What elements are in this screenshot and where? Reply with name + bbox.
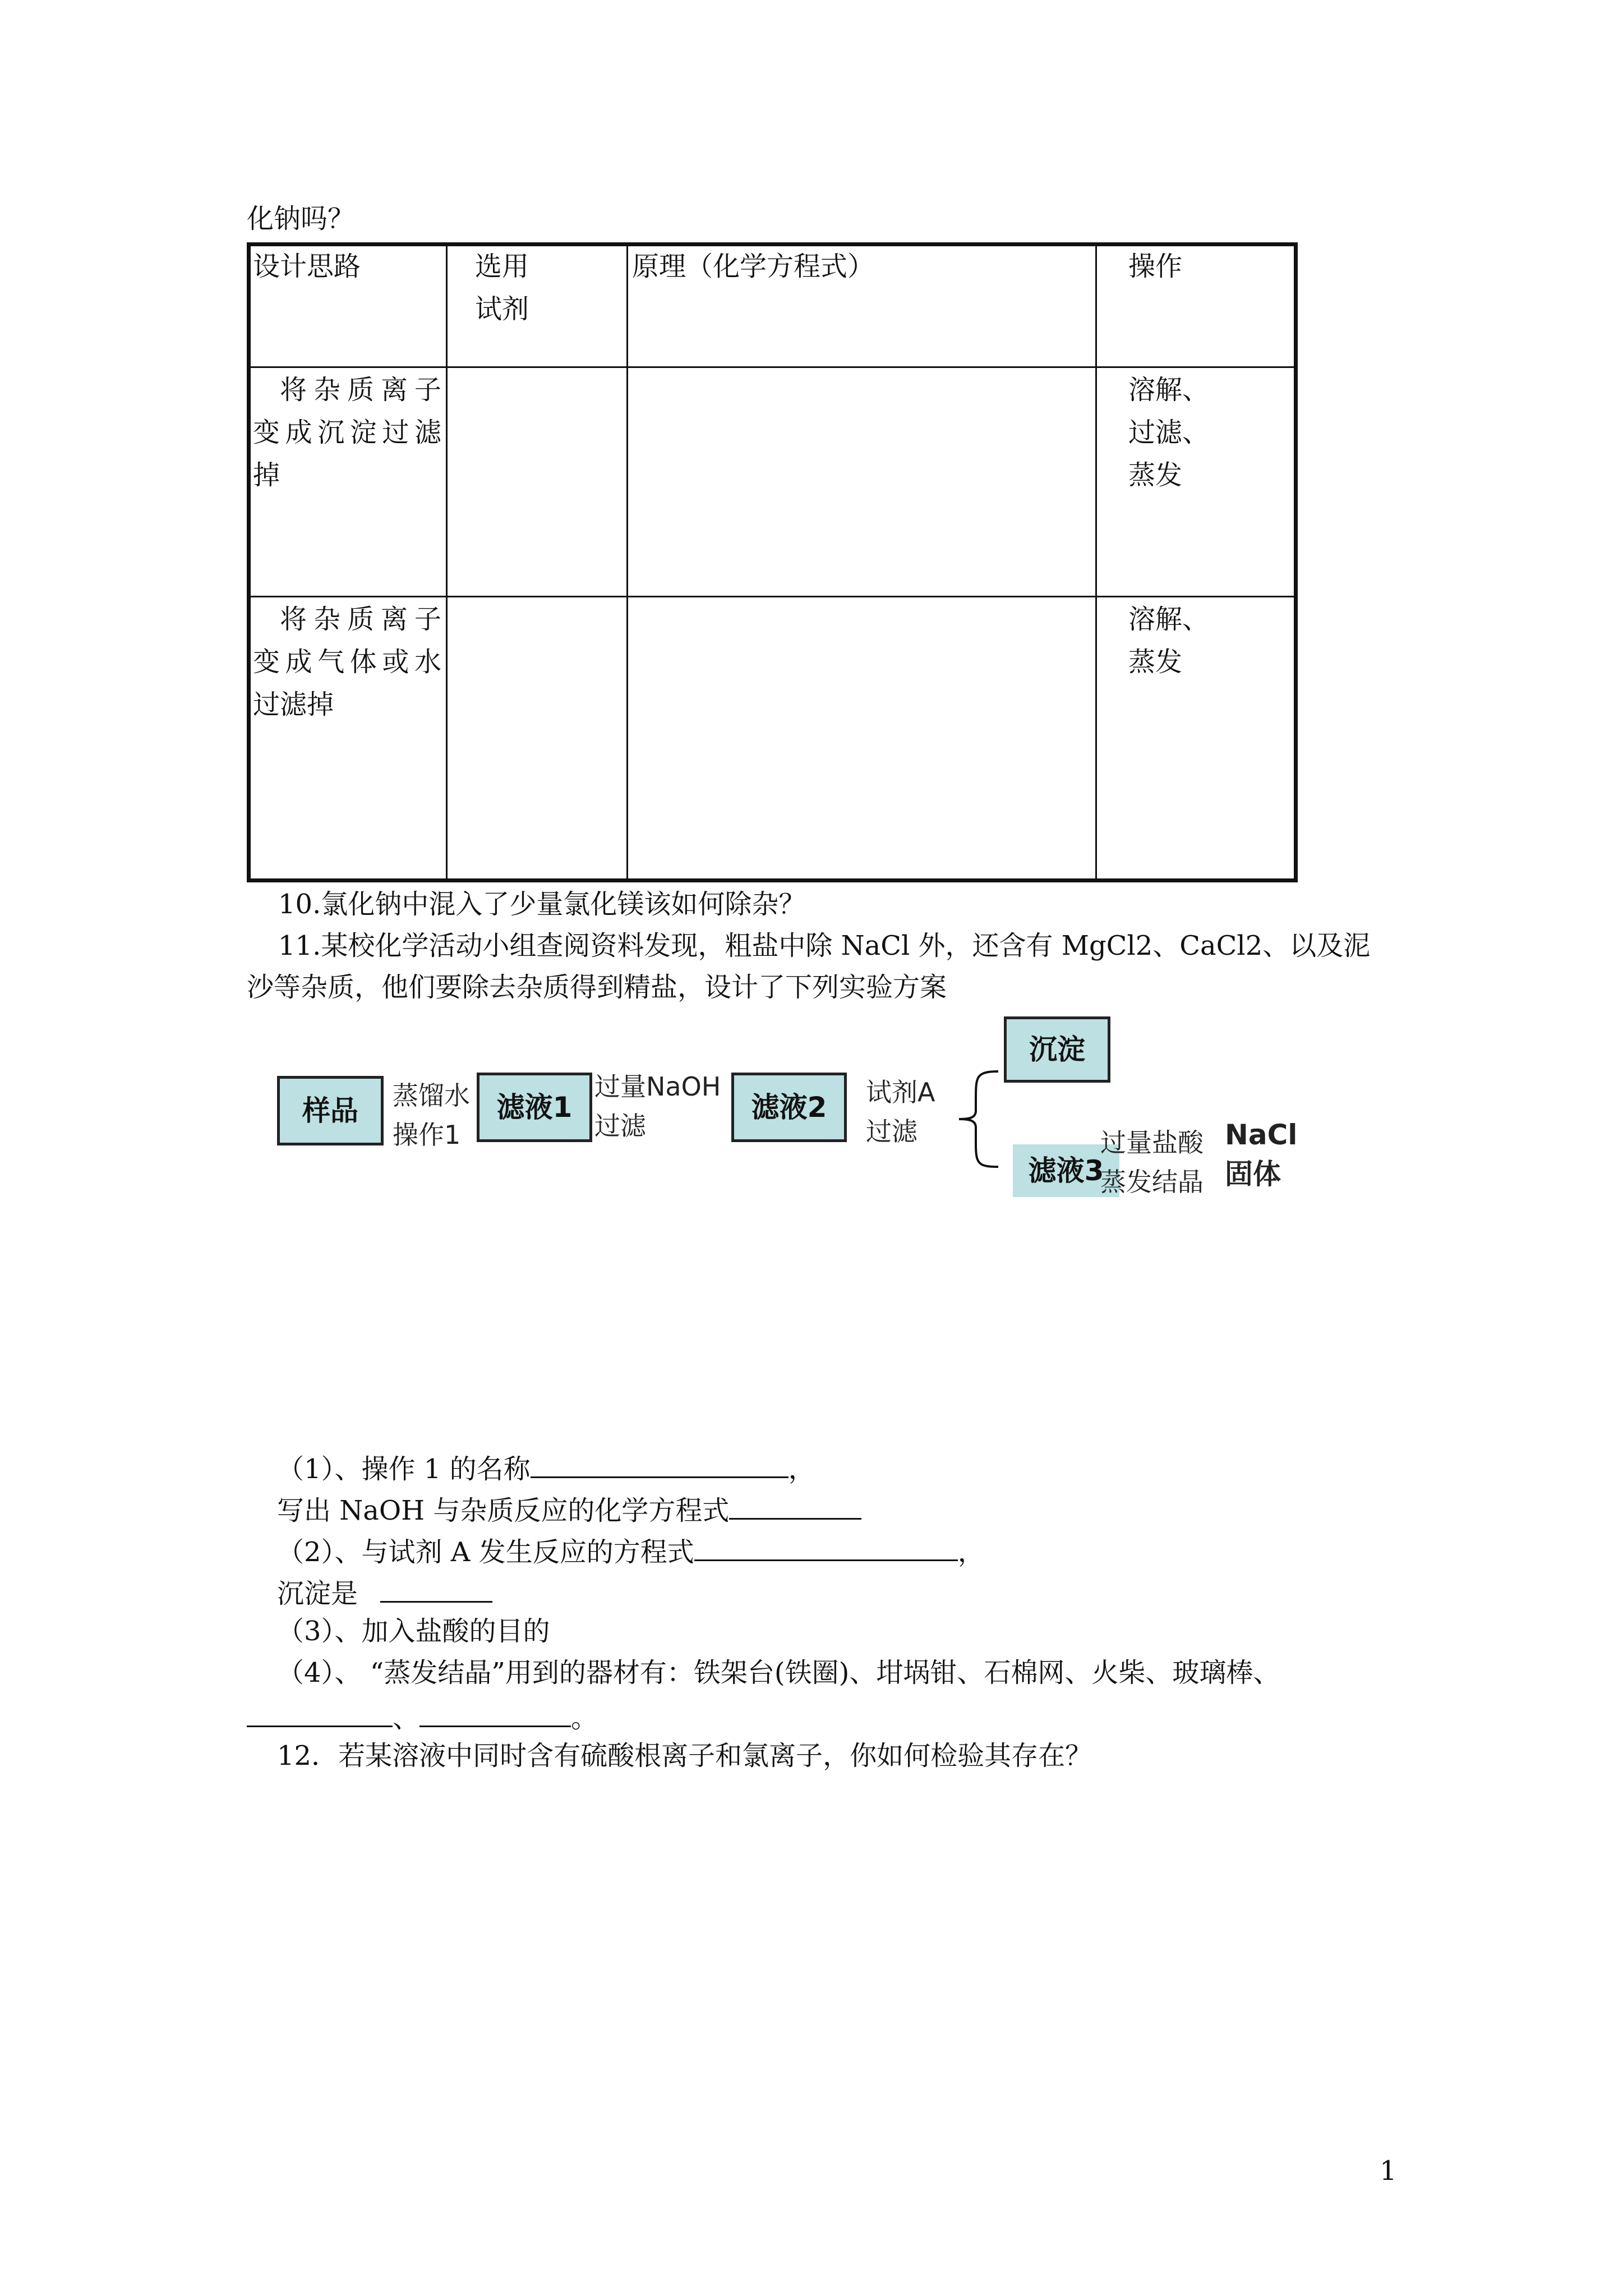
sub-question-2-end: ，: [957, 1536, 985, 1568]
product-line: NaCl: [1225, 1119, 1298, 1151]
table-column-divider: [626, 246, 628, 878]
answer-blank[interactable]: [531, 1448, 789, 1478]
product-label: [1225, 1115, 1297, 1194]
operation-line: 溶解、: [1128, 374, 1210, 406]
table-row-divider: [251, 596, 1294, 597]
step-label-line: 过量NaOH: [594, 1071, 721, 1102]
row1-operation: [1128, 369, 1209, 496]
sub-question-1: [277, 1448, 815, 1486]
question-12: 12．若某溶液中同时含有硫酸根离子和氯离子，你如何检验其存在？: [277, 1740, 1092, 1772]
sub-question-2b-text: 沉淀是: [277, 1578, 358, 1609]
header-reagent-line: 试剂: [475, 293, 529, 325]
step-label-line: 蒸馏水: [393, 1080, 470, 1111]
design-table: [247, 242, 1298, 882]
product-line: 固体: [1225, 1158, 1281, 1190]
sub-question-2b: [277, 1573, 492, 1611]
box-filtrate1: 滤液1: [477, 1073, 592, 1142]
row2-operation: [1128, 598, 1209, 683]
table-column-divider: [446, 246, 448, 878]
separator: 、: [393, 1703, 420, 1734]
step4-label: [1100, 1123, 1204, 1202]
sub-question-4-blanks: [247, 1697, 598, 1735]
idea-line: 过滤掉: [253, 689, 334, 720]
idea-line: 掉: [253, 459, 280, 491]
box-filtrate2: 滤液2: [731, 1073, 847, 1142]
idea-line: 变成沉淀过滤: [253, 417, 441, 448]
answer-blank[interactable]: [694, 1531, 958, 1561]
row1-design-idea: [253, 369, 441, 496]
sub-question-1b: [277, 1490, 861, 1527]
header-reagent-line: 选用: [475, 251, 529, 282]
step-label-line: 过滤: [594, 1111, 646, 1141]
idea-line: 将杂质离子: [280, 374, 441, 406]
header-design-idea: 设计思路: [253, 251, 361, 282]
header-operation: 操作: [1128, 251, 1183, 282]
sub-question-2: [277, 1531, 985, 1569]
operation-line: 蒸发: [1128, 646, 1183, 678]
idea-line: 将杂质离子: [280, 604, 441, 635]
answer-blank[interactable]: [419, 1697, 571, 1727]
step1-label: [393, 1076, 470, 1154]
continuation-text: 化钠吗？: [247, 203, 355, 234]
question-10: 10.氯化钠中混入了少量氯化镁该如何除杂？: [278, 889, 806, 920]
sub-question-4: （4）、 “蒸发结晶”用到的器材有：铁架台(铁圈)、坩埚钳、石棉网、火柴、玻璃棒、: [277, 1657, 1280, 1688]
sub-question-1-text: （1）、操作 1 的名称: [277, 1453, 531, 1485]
step-label-line: 操作1: [393, 1120, 461, 1150]
sub-question-3: （3）、加入盐酸的目的: [277, 1616, 550, 1647]
operation-line: 过滤、: [1128, 417, 1210, 448]
step-label-line: 过量盐酸: [1100, 1128, 1204, 1158]
answer-blank[interactable]: [729, 1490, 861, 1520]
table-column-divider: [1095, 246, 1097, 878]
answer-blank[interactable]: [380, 1573, 492, 1603]
box-precipitate: 沉淀: [1004, 1016, 1110, 1083]
step-label-line: 过滤: [866, 1116, 917, 1147]
question-11-line2: 沙等杂质，他们要除去杂质得到精盐，设计了下列实验方案: [247, 972, 947, 1003]
row2-design-idea: [253, 598, 441, 726]
step2-label: [594, 1067, 721, 1145]
box-sample: 样品: [277, 1076, 384, 1145]
box-filtrate3: 滤液3: [1013, 1144, 1119, 1197]
operation-line: 蒸发: [1128, 459, 1183, 491]
sub-question-1-end: ，: [788, 1453, 815, 1485]
page-number: 1: [1380, 2155, 1397, 2187]
answer-blank[interactable]: [247, 1697, 393, 1727]
table-row-divider: [251, 366, 1294, 368]
header-reagent: [475, 245, 529, 330]
sub-question-1b-text: 写出 NaOH 与杂质反应的化学方程式: [277, 1495, 730, 1526]
question-11-line1: 11.某校化学活动小组查阅资料发现，粗盐中除 NaCl 外，还含有 MgCl2、CaCl2、以及泥: [278, 930, 1371, 961]
step-label-line: 试剂A: [866, 1077, 935, 1107]
header-principle: 原理（化学方程式）: [632, 251, 875, 282]
step3-label: [866, 1073, 935, 1151]
idea-line: 变成气体或水: [253, 646, 441, 678]
sub-question-2-text: （2）、与试剂 A 发生反应的方程式: [277, 1536, 694, 1568]
period: 。: [571, 1703, 598, 1734]
operation-line: 溶解、: [1128, 604, 1210, 635]
step-label-line: 蒸发结晶: [1100, 1167, 1204, 1197]
branch-brace: [953, 1066, 1004, 1172]
